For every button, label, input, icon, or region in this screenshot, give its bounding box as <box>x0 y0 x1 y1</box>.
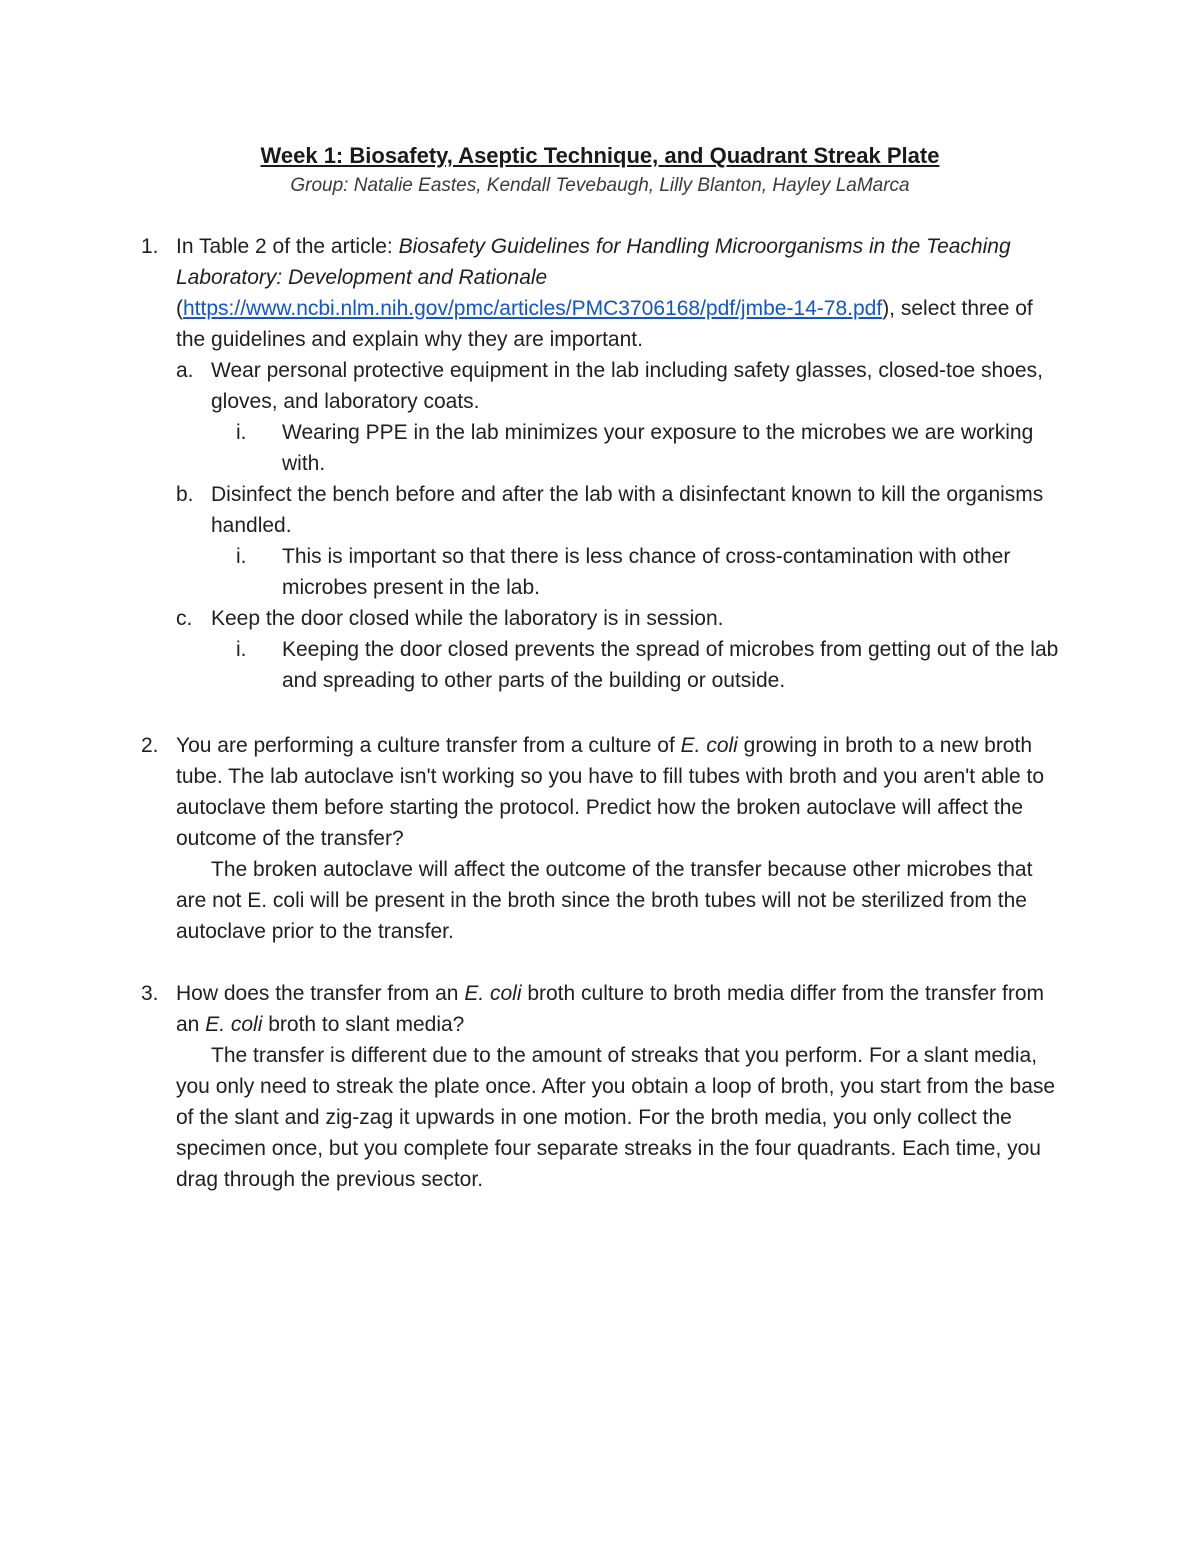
guideline-text: Disinfect the bench before and after the lab with a disinfectant known to kill the organisms handled. <box>211 483 1044 537</box>
list-label: c. <box>176 607 193 630</box>
question-number: 1. <box>141 235 159 258</box>
list-label: i. <box>236 545 247 568</box>
explanation-text: Wearing PPE in the lab minimizes your exposure to the microbes we are working with. <box>282 421 1034 475</box>
question-3 <box>141 978 1066 1195</box>
answer-text: The broken autoclave will affect the outcome of the transfer because other microbes that are not E. coli will be present in the broth since the broth tubes will not be sterilized from the autoclave prior to the transfer. <box>176 858 1033 943</box>
guideline-c <box>176 603 1066 634</box>
guideline-b-explanation <box>176 541 1066 603</box>
group-members: Group: Natalie Eastes, Kendall Tevebaugh, Lilly Blanton, Hayley LaMarca <box>290 175 910 196</box>
list-label: a. <box>176 359 194 382</box>
question-number: 2. <box>141 734 159 757</box>
list-label: b. <box>176 483 194 506</box>
guideline-c-explanation <box>176 634 1066 696</box>
guideline-a <box>176 355 1066 417</box>
guideline-b <box>176 479 1066 541</box>
question-text: You are performing a culture transfer from a culture of E. coli growing in broth to a new broth tube. The lab autoclave isn't working so you have to fill tubes with broth and you aren't able to autoclave them before starting the protocol. Predict how the broken autoclave will affect the outcome of the transfer? <box>176 734 1044 850</box>
article-link[interactable]: https://www.ncbi.nlm.nih.gov/pmc/articles/PMC3706168/pdf/jmbe-14-78.pdf <box>183 297 883 320</box>
explanation-text: This is important so that there is less chance of cross-contamination with other microbes present in the lab. <box>282 545 1011 599</box>
article-title: Biosafety Guidelines for Handling Microorganisms in the Teaching Laboratory: Development and Rationale <box>176 235 1011 289</box>
document-title: Week 1: Biosafety, Aseptic Technique, and Quadrant Streak Plate <box>260 143 940 168</box>
guideline-text: Keep the door closed while the laboratory is in session. <box>211 607 724 630</box>
answer-text: The transfer is different due to the amount of streaks that you perform. For a slant media, you only need to streak the plate once. After you obtain a loop of broth, you start from the base of the slant and zig-zag it upwards in one motion. For the broth media, you only collect the specimen once, but you complete four separate streaks in the four quadrants. Each time, you drag through the previous sector. <box>176 1044 1056 1191</box>
question-text: In Table 2 of the article: Biosafety Guidelines for Handling Microorganisms in the Teaching Laboratory: Development and Rationale (https://www.ncbi.nlm.nih.gov/pmc/articles/PMC3706168/pdf/jmbe-14-78.pdf), select three of the guidelines and explain why they are important. <box>176 235 1033 351</box>
list-label: i. <box>236 421 247 444</box>
guideline-text: Wear personal protective equipment in the lab including safety glasses, closed-toe shoes, gloves, and laboratory coats. <box>211 359 1043 413</box>
question-2 <box>141 730 1066 947</box>
list-label: i. <box>236 638 247 661</box>
question-1 <box>141 231 1066 696</box>
question-text: How does the transfer from an E. coli broth culture to broth media differ from the transfer from an E. coli broth to slant media? <box>176 982 1045 1036</box>
explanation-text: Keeping the door closed prevents the spread of microbes from getting out of the lab and spreading to other parts of the building or outside. <box>282 638 1059 692</box>
guideline-a-explanation <box>176 417 1066 479</box>
question-number: 3. <box>141 982 159 1005</box>
